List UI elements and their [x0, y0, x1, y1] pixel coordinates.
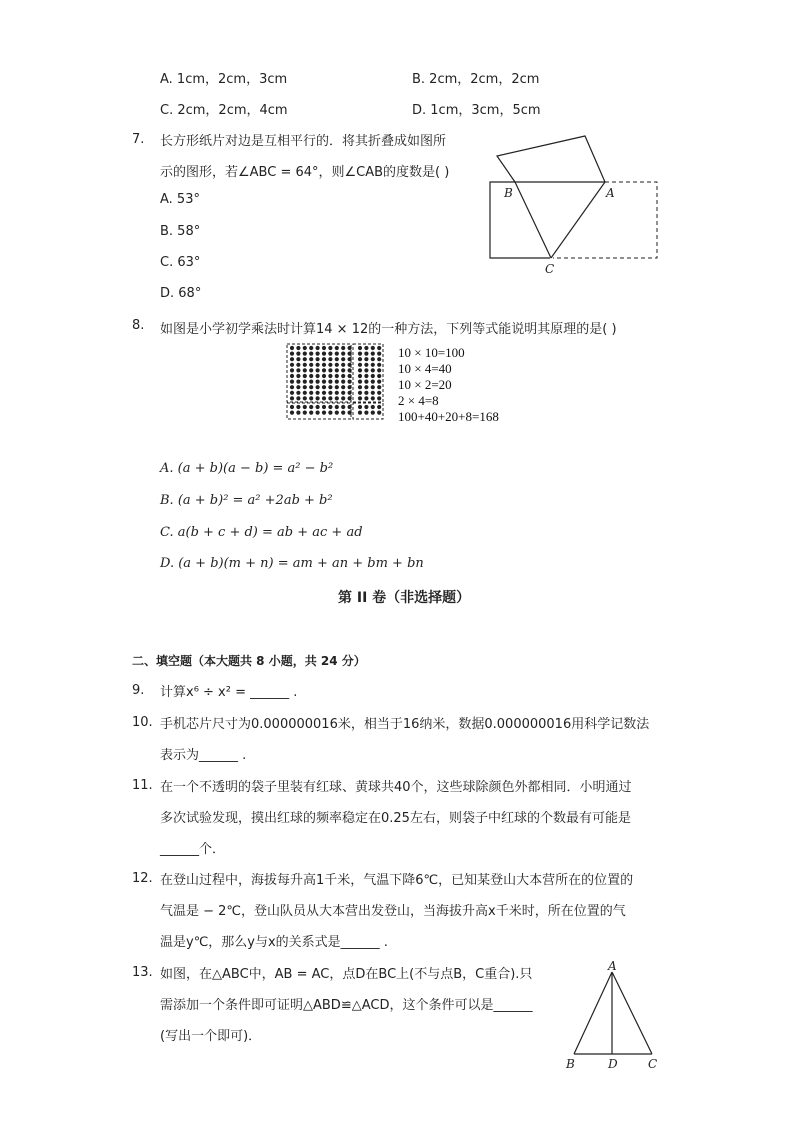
q8-option-d: D. (a + b)(m + n) = am + an + bm + bn [160, 556, 424, 571]
q13-triangle-figure [562, 958, 666, 1076]
q13-label-a: A [608, 959, 617, 973]
q7-text-line1: 长方形纸片对边是互相平行的．将其折叠成如图所 [160, 134, 447, 149]
q13-number: 13. [132, 965, 153, 980]
q8-number: 8. [132, 318, 145, 333]
q12-text-line1: 在登山过程中，海拔每升高1千米，气温下降6℃，已知某登山大本营所在的位置的 [160, 873, 634, 888]
q8-text: 如图是小学初学乘法时计算14 × 12的一种方法，下列等式能说明其原理的是( ) [160, 322, 617, 337]
q7-option-c: C. 63° [160, 255, 201, 270]
q9-number: 9. [132, 683, 145, 698]
section2-title: 二、填空题（本大题共 8 小题，共 24 分） [132, 654, 366, 668]
q13-label-b: B [566, 1057, 575, 1071]
q7-label-c: C [545, 262, 555, 276]
q10-text-line2: 表示为______ . [160, 748, 247, 763]
q8-option-b: B. (a + b)² = a² +2ab + b² [160, 493, 333, 508]
q6-option-b: B. 2cm，2cm，2cm [412, 72, 540, 87]
q11-number: 11. [132, 778, 153, 793]
q13-text-line1: 如图，在△ABC中，AB = AC，点D在BC上(不与点B，C重合).只 [160, 967, 533, 982]
q9-text: 计算x⁶ ÷ x² = ______ . [160, 685, 298, 700]
q13-label-c: C [648, 1057, 658, 1071]
q7-folded-rectangle-figure [485, 130, 665, 280]
q12-number: 12. [132, 871, 153, 886]
q6-option-d: D. 1cm，3cm，5cm [412, 103, 541, 118]
q8-option-c: C. a(b + c + d) = ab + ac + ad [160, 525, 363, 540]
q11-text-line1: 在一个不透明的袋子里装有红球、黄球共40个，这些球除颜色外都相同．小明通过 [160, 780, 632, 795]
q12-text-line2: 气温是 − 2℃，登山队员从大本营出发登山，当海拔升高x千米时，所在位置的气 [160, 904, 626, 919]
q8-option-a: A. (a + b)(a − b) = a² − b² [160, 461, 334, 476]
q13-label-d: D [608, 1057, 618, 1071]
q8-calc-line: 10 × 2=20 [398, 377, 452, 392]
q10-text-line1: 手机芯片尺寸为0.000000016米，相当于16纳米，数据0.000000016用科学记数法 [160, 717, 650, 732]
q11-text-line2: 多次试验发现，摸出红球的频率稳定在0.25左右，则袋子中红球的个数最有可能是 [160, 811, 631, 826]
q13-text-line3: (写出一个即可)． [160, 1029, 262, 1044]
q8-calc-line: 10 × 10=100 [398, 345, 465, 360]
q8-calc-block [398, 345, 499, 425]
q7-option-b: B. 58° [160, 224, 201, 239]
q13-text-line2: 需添加一个条件即可证明△ABD≌△ACD，这个条件可以是______ [160, 998, 533, 1013]
q8-calc-line: 2 × 4=8 [398, 393, 439, 408]
q7-number: 7. [132, 132, 145, 147]
q10-number: 10. [132, 715, 153, 730]
q7-label-b: B [504, 186, 513, 200]
part2-title: 第 II 卷（非选择题） [338, 590, 471, 606]
q7-option-d: D. 68° [160, 286, 202, 301]
q8-dot-grid-figure [286, 343, 386, 421]
q6-option-a: A. 1cm，2cm，3cm [160, 72, 288, 87]
q7-option-a: A. 53° [160, 192, 200, 207]
q12-text-line3: 温是y℃，那么y与x的关系式是______ . [160, 935, 388, 950]
q8-calc-line: 10 × 4=40 [398, 361, 452, 376]
q7-text-line2: 示的图形，若∠ABC = 64°，则∠CAB的度数是( ) [160, 165, 450, 180]
q7-label-a: A [606, 186, 615, 200]
q6-option-c: C. 2cm，2cm，4cm [160, 103, 288, 118]
q8-calc-line: 100+40+20+8=168 [398, 409, 499, 424]
q11-text-line3: ______个． [160, 842, 226, 857]
